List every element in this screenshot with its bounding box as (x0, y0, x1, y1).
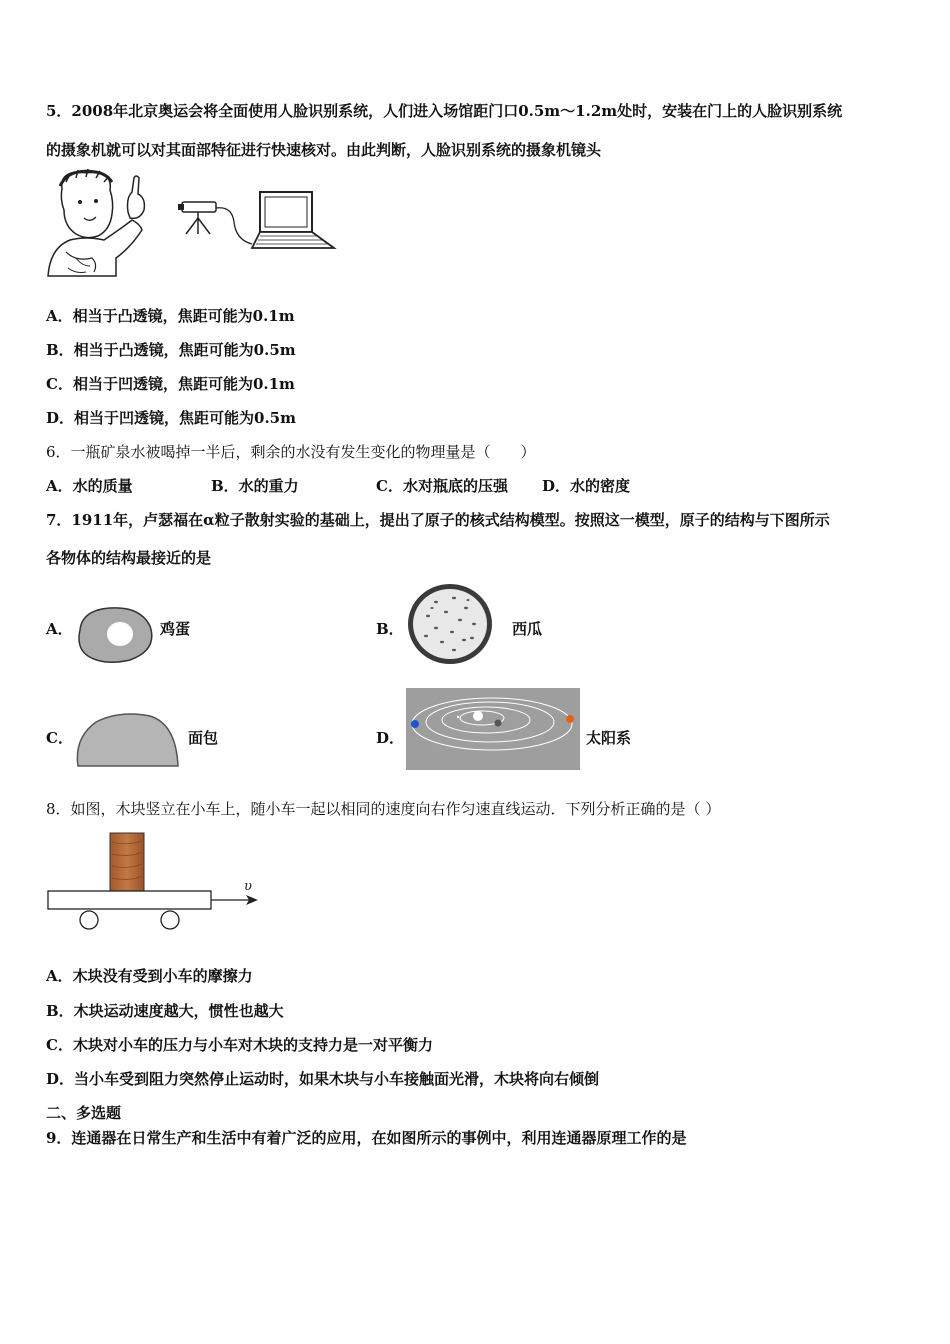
q5-stem-line1: 5．2008年北京奥运会将全面使用人脸识别系统，人们进入场馆距门口0.5m～1.2m处时，安装在门上的人脸识别系统 (46, 102, 843, 120)
q9-stem: 9．连通器在日常生产和生活中有着广泛的应用，在如图所示的事例中，利用连通器原理工作的是 (46, 1129, 687, 1147)
q6-option-b: B．水的重力 (211, 477, 299, 495)
q7-option-c-letter: C． (46, 729, 73, 747)
face-recognition-figure (46, 168, 338, 280)
q8-option-d: D．当小车受到阻力突然停止运动时，如果木块与小车接触面光滑，木块将向右倾倒 (46, 1070, 600, 1088)
q6-option-a: A．水的质量 (46, 477, 133, 495)
q7-stem-line2: 各物体的结构最接近的是 (46, 549, 212, 567)
q7-option-a-text: 鸡蛋 (160, 620, 191, 638)
q8-option-b: B．木块运动速度越大，惯性也越大 (46, 1002, 284, 1020)
q7-option-a-letter: A． (46, 620, 73, 638)
q7-option-b-letter: B． (376, 620, 404, 638)
section-title: 二、多选题 (46, 1104, 122, 1122)
q7-stem-line1: 7．1911年，卢瑟福在α粒子散射实验的基础上，提出了原子的核式结构模型。按照这一模型，原子的结构与下图所示 (46, 511, 830, 529)
q5-option-c: C．相当于凹透镜，焦距可能为0.1m (46, 375, 295, 393)
q6-option-d: D．水的密度 (542, 477, 631, 495)
egg-figure (74, 604, 156, 664)
q5-option-b: B．相当于凸透镜，焦距可能为0.5m (46, 341, 296, 359)
q7-option-c-text: 面包 (188, 729, 219, 747)
q8-option-a: A．木块没有受到小车的摩擦力 (46, 967, 253, 985)
q7-option-d-text: 太阳系 (586, 729, 632, 747)
q8-option-c: C．木块对小车的压力与小车对木块的支持力是一对平衡力 (46, 1036, 433, 1054)
bread-figure (76, 712, 180, 770)
q6-stem: 6．一瓶矿泉水被喝掉一半后，剩余的水没有发生变化的物理量是（ ） (46, 443, 536, 461)
q5-option-a: A．相当于凸透镜，焦距可能为0.1m (46, 307, 295, 325)
q7-option-d-letter: D． (376, 729, 405, 747)
q5-stem-line2: 的摄象机就可以对其面部特征进行快速核对。由此判断，人脸识别系统的摄象机镜头 (46, 141, 602, 159)
cart-block-figure (46, 832, 266, 934)
q8-stem: 8．如图，木块竖立在小车上，随小车一起以相同的速度向右作匀速直线运动．下列分析正确的是（ ） (46, 800, 721, 818)
q5-option-d: D．相当于凹透镜，焦距可能为0.5m (46, 409, 296, 427)
q6-option-c: C．水对瓶底的压强 (376, 477, 508, 495)
velocity-label: υ (244, 879, 252, 894)
q7-option-b-text: 西瓜 (512, 620, 543, 638)
watermelon-figure (406, 582, 494, 666)
solar-system-figure (406, 688, 580, 770)
